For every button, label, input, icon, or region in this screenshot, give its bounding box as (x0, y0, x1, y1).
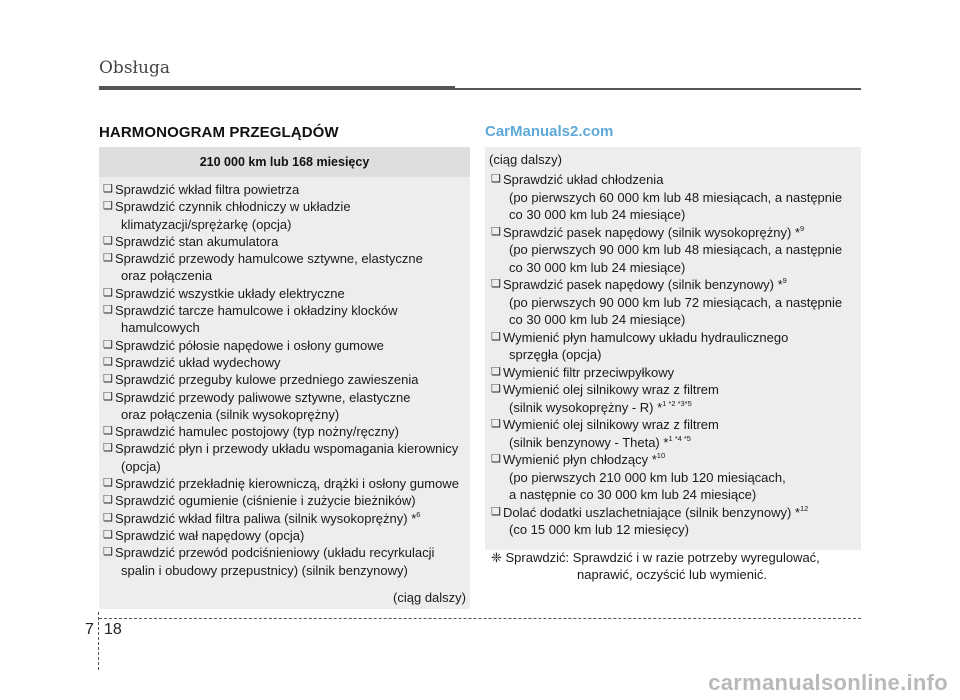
item-continuation (503, 469, 861, 487)
item-continuation-text: (co 15 000 km lub 12 miesięcy) (509, 522, 689, 537)
item-continuation-text: spalin i obudowy przepustnicy) (silnik benzynowy) (121, 562, 408, 578)
left-checklist (99, 177, 470, 579)
checklist-item (491, 416, 861, 451)
item-text: Sprawdzić płyn i przewody układu wspomagania kierownicy (115, 441, 459, 457)
checklist-item (491, 276, 861, 329)
item-text: Sprawdzić przewód podciśnieniowy (układu recyrkulacji (115, 545, 435, 561)
section-title: Obsługa (99, 58, 171, 78)
footnote-ref: 9 (799, 223, 805, 233)
checklist-item (103, 544, 470, 579)
item-continuation (503, 189, 861, 207)
header-rule (99, 86, 455, 90)
footnote-ref: 1 *2 *3*5 (662, 398, 692, 408)
item-continuation-text: oraz połączenia (silnik wysokoprężny) (121, 406, 340, 422)
item-text: Sprawdzić przewody hamulcowe sztywne, elastyczne (115, 251, 423, 267)
item-text: Sprawdzić hamulec postojowy (typ nożny/ręczny) (115, 424, 399, 440)
right-checklist (485, 171, 861, 539)
item-text: Wymienić olej silnikowy wraz z filtrem (503, 382, 719, 397)
item-continuation-text: (silnik wysokoprężny - R) * (509, 399, 663, 415)
checkbox-icon: ❑ (103, 234, 113, 247)
item-continuation (115, 319, 470, 336)
checkbox-icon: ❑ (491, 330, 501, 343)
item-text: Sprawdzić pasek napędowy (silnik wysokoprężny) * (503, 224, 800, 240)
item-text: Sprawdzić półosie napędowe i osłony gumowe (115, 337, 384, 353)
footnote-ref: 12 (799, 503, 809, 513)
checkbox-icon: ❑ (103, 338, 113, 351)
footnote-line: ❈ Sprawdzić: Sprawdzić i w razie potrzeby wyregulować, (491, 550, 820, 565)
checklist-item (103, 475, 470, 492)
item-text: Dolać dodatki uszlachetniające (silnik benzynowy) * (503, 504, 800, 520)
checklist-item (103, 198, 470, 233)
footer-watermark: carmanualsonline.info (708, 670, 948, 695)
checklist-item (103, 250, 470, 285)
item-text: Sprawdzić wszystkie układy elektryczne (115, 285, 345, 301)
item-continuation-text: klimatyzacji/sprężarkę (opcja) (121, 216, 292, 232)
checklist-item (491, 171, 861, 224)
checklist-item (103, 302, 470, 337)
item-continuation-text: (po pierwszych 60 000 km lub 48 miesiącach, a następnie (509, 189, 843, 205)
checklist-item (103, 440, 470, 475)
checklist-item (103, 510, 470, 527)
checklist-item (103, 337, 470, 354)
checkbox-icon: ❑ (491, 173, 501, 185)
checkbox-icon: ❑ (491, 225, 501, 238)
item-continuation (115, 216, 470, 233)
checklist-item (491, 381, 861, 416)
item-continuation: co 30 000 km lub 24 miesiące) (509, 259, 686, 275)
checklist-item (103, 285, 470, 302)
footer-divider (98, 612, 99, 670)
checklist-item (103, 233, 470, 250)
checkbox-icon: ❑ (491, 453, 501, 465)
checklist-item (103, 354, 470, 371)
footnote-ref: 9 (782, 276, 787, 285)
footnote-ref: 1 *4 *5 (668, 433, 691, 443)
item-continuation: co 30 000 km lub 24 miesiące) (509, 207, 686, 222)
checkbox-icon: ❑ (103, 373, 113, 386)
item-text: Sprawdzić stan akumulatora (115, 233, 279, 249)
item-text: Sprawdzić ogumienie (ciśnienie i zużycie bieżników) (115, 493, 416, 509)
item-text: Wymienić filtr przeciwpyłkowy (503, 364, 675, 380)
item-continuation-text: (po pierwszych 90 000 km lub 48 miesiącach, a następnie (509, 242, 843, 257)
checkbox-icon: ❑ (103, 425, 113, 438)
checkbox-icon: ❑ (103, 183, 113, 195)
continued-label: (ciąg dalszy) (489, 152, 562, 167)
checklist-item (491, 364, 861, 382)
header-rule-thin (455, 88, 861, 90)
checkbox-icon: ❑ (491, 383, 501, 395)
item-continuation (115, 562, 470, 579)
checklist-item (103, 423, 470, 440)
checklist-item (103, 492, 470, 509)
item-text: Sprawdzić tarcze hamulcowe i okładziny klocków (115, 303, 398, 319)
footnote (491, 549, 861, 583)
item-text: Sprawdzić przewody paliwowe sztywne, elastyczne (115, 389, 411, 405)
chapter-number: 7 (85, 621, 94, 638)
checkbox-icon: ❑ (103, 286, 113, 299)
checkbox-icon: ❑ (491, 365, 501, 378)
checklist-item (103, 181, 470, 198)
item-continuation (115, 406, 470, 423)
item-continuation: co 30 000 km lub 24 miesiące) (509, 312, 686, 327)
item-continuation: a następnie co 30 000 km lub 24 miesiące) (509, 487, 757, 502)
item-continuation (503, 399, 861, 417)
item-text: Sprawdzić przekładnię kierowniczą, drążki i osłony gumowe (115, 476, 459, 492)
item-continuation (503, 346, 861, 364)
checkbox-icon: ❑ (491, 505, 501, 518)
footer-rule (99, 618, 861, 619)
watermark-top: CarManuals2.com (485, 123, 614, 140)
footnote-ref: 10 (656, 451, 666, 460)
item-continuation-text: (silnik benzynowy - Theta) * (509, 434, 669, 450)
item-continuation-text: hamulcowych (121, 320, 200, 336)
item-continuation-text: (opcja) (121, 458, 161, 474)
footnote-line: naprawić, oczyścić lub wymienić. (577, 567, 768, 582)
item-text: Wymienić płyn hamulcowy układu hydraulicznego (503, 329, 789, 345)
main-heading: HARMONOGRAM PRZEGLĄDÓW (99, 124, 339, 141)
right-maintenance-panel (485, 147, 861, 550)
item-text: Sprawdzić układ wydechowy (115, 354, 281, 370)
item-text: Sprawdzić wkład filtra powietrza (115, 182, 300, 197)
checkbox-icon: ❑ (103, 200, 113, 213)
checkbox-icon: ❑ (103, 511, 113, 524)
item-text: Sprawdzić wkład filtra paliwa (silnik wysokoprężny) * (115, 510, 417, 526)
item-text: Sprawdzić wał napędowy (opcja) (115, 527, 305, 543)
item-continuation (503, 434, 861, 452)
checkbox-icon: ❑ (491, 418, 501, 430)
checkbox-icon: ❑ (103, 494, 113, 507)
item-text: Wymienić płyn chłodzący * (503, 452, 657, 467)
checkbox-icon: ❑ (103, 355, 113, 368)
item-text: Sprawdzić przeguby kulowe przedniego zawieszenia (115, 372, 419, 388)
item-continuation-text: (po pierwszych 210 000 km lub 120 miesiącach, (509, 469, 786, 485)
left-maintenance-panel (99, 147, 470, 609)
item-text: Wymienić olej silnikowy wraz z filtrem (503, 417, 719, 432)
checklist-item (491, 224, 861, 277)
checklist-item (103, 389, 470, 424)
item-continuation (115, 458, 470, 475)
checkbox-icon: ❑ (103, 528, 113, 541)
item-text: Sprawdzić pasek napędowy (silnik benzynowy) * (503, 277, 783, 292)
checklist-item (103, 371, 470, 388)
checkbox-icon: ❑ (491, 278, 501, 290)
footnote-ref: 6 (416, 509, 421, 519)
continued-label: (ciąg dalszy) (393, 590, 466, 605)
checkbox-icon: ❑ (103, 252, 113, 265)
checklist-item (491, 451, 861, 504)
checkbox-icon: ❑ (103, 390, 113, 403)
left-panel-header: 210 000 km lub 168 miesięcy (99, 147, 470, 177)
item-text: Sprawdzić układ chłodzenia (503, 172, 664, 187)
item-continuation-text: oraz połączenia (121, 268, 213, 284)
checkbox-icon: ❑ (103, 546, 113, 559)
item-continuation-text: sprzęgła (opcja) (509, 347, 602, 362)
item-continuation (503, 294, 861, 312)
checkbox-icon: ❑ (103, 442, 113, 455)
checkbox-icon: ❑ (103, 477, 113, 490)
checklist-item (491, 329, 861, 364)
item-continuation (503, 521, 861, 539)
item-text: Sprawdzić czynnik chłodniczy w układzie (115, 199, 351, 215)
item-continuation (115, 267, 470, 284)
item-continuation (503, 241, 861, 259)
page-number: 18 (104, 621, 122, 638)
checklist-item (103, 527, 470, 544)
item-continuation-text: (po pierwszych 90 000 km lub 72 miesiącach, a następnie (509, 294, 843, 310)
checkbox-icon: ❑ (103, 304, 113, 317)
checklist-item (491, 504, 861, 539)
